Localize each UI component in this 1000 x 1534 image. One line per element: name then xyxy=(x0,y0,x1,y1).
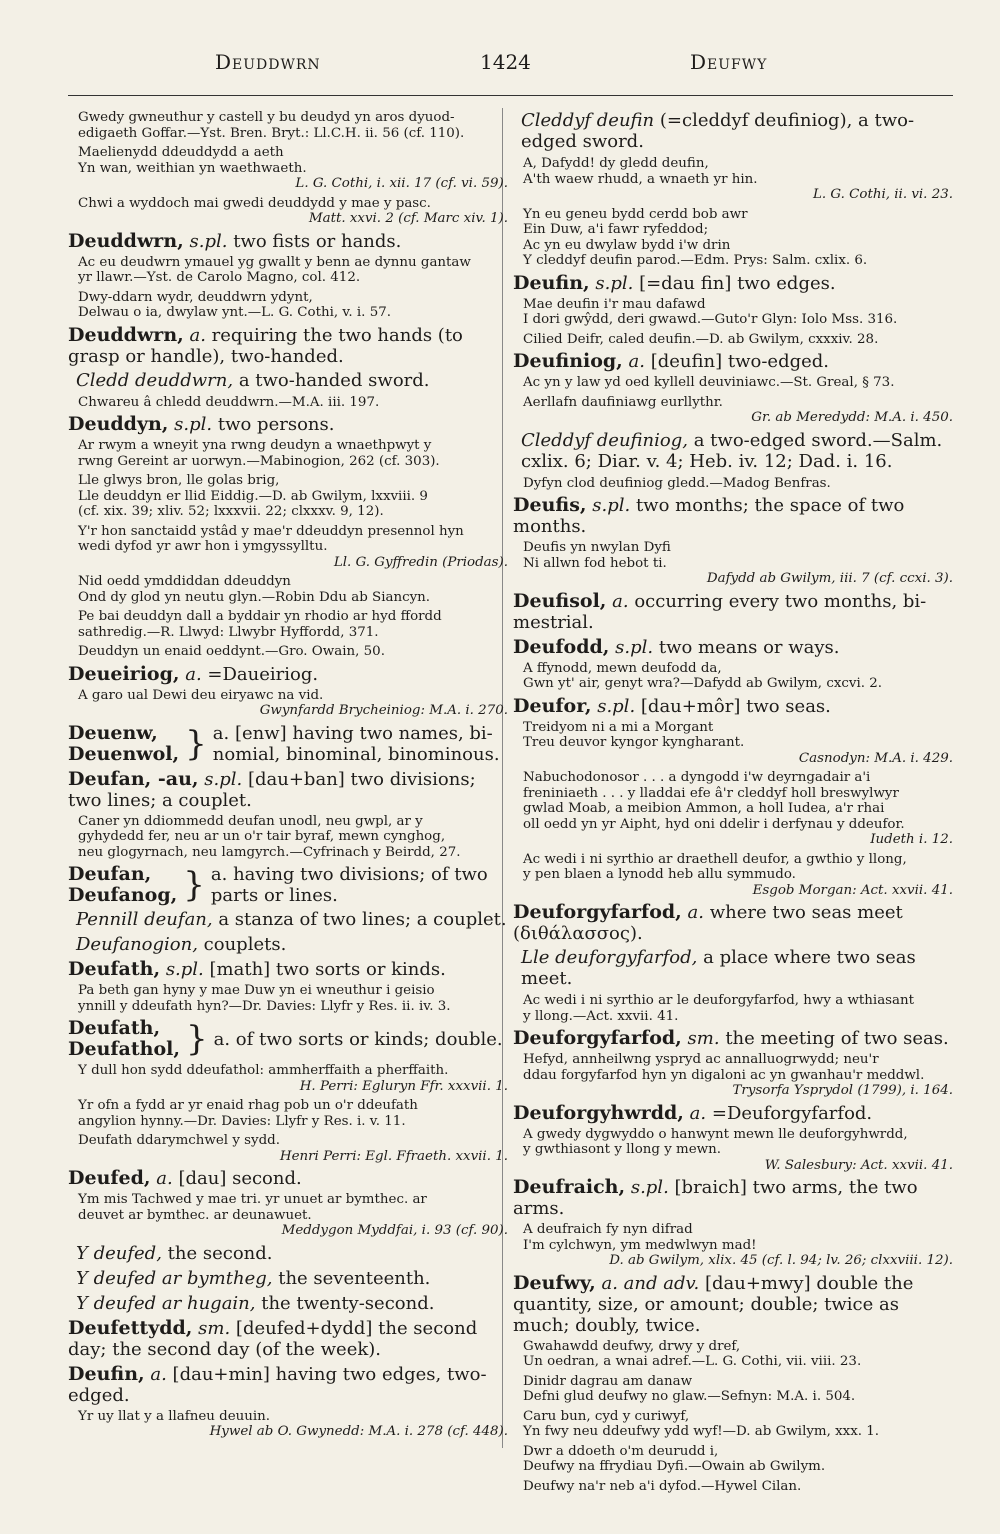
quote-line: Defni glud deufwy no glaw.—Sefnyn: M.A. i. 504. xyxy=(523,1389,856,1404)
quote-line: Ein Duw, a'i fawr ryfeddod; xyxy=(523,222,709,237)
sub-entry-phrase: Y deufed ar bymtheg, xyxy=(76,1267,273,1289)
quote-line: oll oedd yn yr Aipht, hyd oni ddelir i derfynau y ddeufor. xyxy=(523,816,905,832)
dictionary-entry xyxy=(513,591,953,633)
part-of-speech: s.pl. xyxy=(595,272,634,294)
dictionary-entry xyxy=(513,273,953,294)
sub-entry xyxy=(68,909,508,930)
quote-line: edigaeth Goffar.—Yst. Bren. Bryt.: Ll.C.H. ii. 56 (cf. 110). xyxy=(78,125,465,141)
citation-source: Henri Perri: Egl. Ffraeth. xxvii. 1. xyxy=(279,1148,508,1164)
quote-line: Yr uy llat y a llafneu deuuin. xyxy=(78,1408,271,1424)
headword: Deufis, xyxy=(513,494,587,516)
quote-line: Mae deufin i'r mau dafawd xyxy=(523,296,706,312)
definition: two months; the space of two months. xyxy=(513,495,905,537)
quote-line: Caru bun, cyd y curiwyf, xyxy=(523,1408,690,1424)
header-right-word: Deufwy xyxy=(690,50,768,74)
dictionary-entry xyxy=(513,351,953,372)
quote-line: Ond dy glod yn neutu glyn.—Robin Ddu ab Siancyn. xyxy=(78,589,431,605)
quote-line: A, Dafydd! dy gledd deufin, xyxy=(523,156,709,171)
brace-glyph: } xyxy=(185,1019,208,1059)
quote-line: Nid oedd ymddiddan ddeuddyn xyxy=(78,574,291,589)
citation-quote xyxy=(513,1409,953,1440)
quote-line: Deuddyn un enaid oeddynt.—Gro. Owain, 50. xyxy=(78,644,385,659)
sub-entry-phrase: Deufanogion, xyxy=(76,934,198,955)
definition: [math] two sorts or kinds. xyxy=(209,959,446,980)
headword: Deufwy, xyxy=(513,1271,596,1294)
definition: [deufin] two-edged. xyxy=(650,351,830,372)
citation-quote xyxy=(513,770,953,848)
headword: Deufath, xyxy=(68,958,161,980)
quote-line: Un oedran, a wnai adref.—L. G. Cothi, vii. viii. 23. xyxy=(523,1354,862,1369)
quote-line: Deufwy na ffrydiau Dyfi.—Owain ab Gwilym. xyxy=(523,1459,826,1474)
dictionary-entry xyxy=(68,959,508,980)
definition: =Deuforgyfarfod. xyxy=(711,1102,873,1124)
sub-entry xyxy=(513,430,953,472)
dictionary-entry xyxy=(68,664,508,685)
headword-group xyxy=(68,723,179,765)
sub-entry xyxy=(513,947,953,989)
part-of-speech: a. xyxy=(156,1168,173,1189)
citation-source: Gwynfardd Brycheiniog: M.A. i. 270. xyxy=(259,703,508,718)
sub-entry xyxy=(68,1293,508,1314)
sub-entry-gloss: the twenty-second. xyxy=(261,1292,435,1314)
sub-entry-phrase: Pennill deufan, xyxy=(76,909,213,930)
sub-entry-phrase: Cleddyf deufiniog, xyxy=(521,429,688,451)
citation-quote xyxy=(513,1444,953,1475)
part-of-speech: s.pl. xyxy=(615,636,654,658)
part-of-speech: s.pl. xyxy=(174,414,213,435)
citation-source: Dafydd ab Gwilym, iii. 7 (cf. ccxi. 3). xyxy=(706,571,953,586)
brace-glyph: } xyxy=(183,865,205,905)
quote-line: Dinidr dagrau am danaw xyxy=(523,1373,693,1389)
sub-entry xyxy=(513,110,953,152)
quote-line: Ac yn y law yd oed kyllell deuviniawc.—St. Greal, § 73. xyxy=(523,375,895,390)
citation-quote xyxy=(68,110,508,141)
citation-source: Meddygon Myddfai, i. 93 (cf. 90). xyxy=(281,1223,508,1238)
dictionary-entry xyxy=(513,495,953,537)
quote-line: Ni allwn fod hebot ti. xyxy=(523,555,667,571)
citation-quote xyxy=(513,1222,953,1269)
definition: occurring every two months, bi-mestrial. xyxy=(513,590,927,633)
sub-entry xyxy=(68,934,508,955)
page-number: 1424 xyxy=(480,50,531,74)
quote-line: y llong.—Act. xxvii. 41. xyxy=(523,1008,679,1024)
quote-line: Deufis yn nwylan Dyfi xyxy=(523,540,671,555)
headword: Deufan, -au, xyxy=(68,767,199,790)
running-header xyxy=(60,50,960,80)
citation-quote xyxy=(513,332,953,348)
quote-line: Yn wan, weithian yn waethwaeth. xyxy=(78,160,307,176)
dictionary-entry xyxy=(513,1177,953,1219)
headword: Deuenw, xyxy=(68,721,158,744)
quote-line: Chwi a wyddoch mai gwedi deuddydd y mae y pasc. xyxy=(78,195,431,211)
citation-quote xyxy=(68,145,508,192)
part-of-speech: a. and adv. xyxy=(601,1272,700,1294)
quote-line: neu glogyrnach, neu lamgyrch.—Cyfrinach y Beirdd, 27. xyxy=(78,844,461,860)
quote-line: Treu deuvor kyngor kyngharant. xyxy=(523,735,745,750)
left-column xyxy=(68,108,508,1444)
headword: Deufettydd, xyxy=(68,1316,193,1339)
citation-quote xyxy=(68,1133,508,1164)
definition: [deufed+dydd] the second day; the second day (of the week). xyxy=(68,1317,478,1360)
citation-source: L. G. Cothi, ii. vi. 23. xyxy=(813,187,953,202)
quote-line: deuvet ar bymthec. ar deunawuet. xyxy=(78,1207,312,1223)
quote-line: Deufath ddarymchwel y sydd. xyxy=(78,1133,280,1148)
sub-entry xyxy=(68,370,508,391)
citation-quote xyxy=(68,644,508,660)
quote-line: Maelienydd ddeuddydd a aeth xyxy=(78,145,284,160)
citation-source: Ll. G. Gyffredin (Priodas). xyxy=(333,554,508,570)
headword: Deufodd, xyxy=(513,635,610,658)
brace-entry xyxy=(68,864,508,906)
citation-source: Gr. ab Meredydd: M.A. i. 450. xyxy=(751,410,953,425)
citation-source: H. Perri: Egluryn Ffr. xxxvii. 1. xyxy=(299,1078,508,1094)
quote-line: Deufwy na'r neb a'i dyfod.—Hywel Cilan. xyxy=(523,1478,802,1494)
quote-line: A ffynodd, mewn deufodd da, xyxy=(523,660,722,676)
quote-line: Y cleddyf deufin parod.—Edm. Prys: Salm. cxlix. 6. xyxy=(523,253,868,268)
sub-entry-phrase: Y deufed ar hugain, xyxy=(76,1292,256,1314)
definition: requiring the two hands (to grasp or handle), two-handed. xyxy=(68,324,463,367)
quote-line: freniniaeth . . . y lladdai efe â'r cleddyf holl breswylwyr xyxy=(523,785,899,801)
sub-entry-gloss: (=cleddyf deufiniog), a two-edged sword. xyxy=(521,110,915,152)
headword: Deufathol, xyxy=(68,1038,180,1060)
sub-entry-gloss: the second. xyxy=(167,1242,273,1264)
quote-line: angylion hynny.—Dr. Davies: Llyfr y Res. i. v. 11. xyxy=(78,1113,406,1129)
quote-line: Yr ofn a fydd ar yr enaid rhag pob un o'r ddeufath xyxy=(78,1098,418,1113)
sub-entry xyxy=(68,1268,508,1289)
citation-source: Iudeth i. 12. xyxy=(870,832,953,847)
header-rule xyxy=(68,95,953,96)
quote-line: Yn fwy neu ddeufwy ydd wyf!—D. ab Gwilym, xxx. 1. xyxy=(523,1424,880,1439)
sub-entry-phrase: Lle deuforgyfarfod, xyxy=(521,947,698,968)
quote-line: A deufraich fy nyn difrad xyxy=(523,1222,693,1237)
headword: Deuenwol, xyxy=(68,742,180,765)
headword: Deuddwrn, xyxy=(68,323,184,346)
citation-quote xyxy=(513,476,953,492)
dictionary-entry xyxy=(68,1318,508,1360)
definition: two fists or hands. xyxy=(233,230,402,252)
citation-quote xyxy=(68,196,508,227)
citation-source: W. Salesbury: Act. xxvii. 41. xyxy=(764,1157,953,1173)
citation-quote xyxy=(513,1127,953,1174)
quote-line: gwlad Moab, a meibion Ammon, a holl Iudea, a'r rhai xyxy=(523,801,885,816)
quote-line: Y'r hon sanctaidd ystâd y mae'r ddeuddyn presennol hyn xyxy=(78,523,464,539)
citation-quote xyxy=(68,609,508,640)
quote-line: Ac wedi i ni syrthio ar draethell deufor, a gwthio y llong, xyxy=(523,851,907,867)
citation-quote xyxy=(513,661,953,692)
quote-line: Aerllafn daufiniawg eurllythr. xyxy=(523,394,723,410)
sub-entry-gloss: a place where two seas meet. xyxy=(521,947,916,989)
definition: =Daueiriog. xyxy=(207,663,319,685)
citation-quote xyxy=(513,852,953,899)
headword-group xyxy=(68,864,177,906)
quote-line: Dyfyn clod deufiniog gledd.—Madog Benfras. xyxy=(523,475,831,491)
headword: Deuforgyfarfod, xyxy=(513,901,682,923)
headword: Deufiniog, xyxy=(513,350,623,372)
headword: Deuforgyhwrdd, xyxy=(513,1101,684,1124)
citation-quote xyxy=(68,574,508,605)
citation-quote xyxy=(68,473,508,520)
part-of-speech: s.pl. xyxy=(165,959,204,980)
citation-quote xyxy=(68,1098,508,1129)
quote-line: y gwthiasont y llong y mewn. xyxy=(523,1142,722,1157)
headword: Deuddyn, xyxy=(68,413,169,435)
quote-line: A garo ual Dewi deu eiryawc na vid. xyxy=(78,687,324,703)
dictionary-entry xyxy=(513,637,953,658)
quote-line: sathredig.—R. Llwyd: Llwybr Hyffordd, 371. xyxy=(78,624,379,640)
definition: a. [enw] having two names, bi-nomial, binominal, binominous. xyxy=(212,722,500,765)
citation-quote xyxy=(513,1339,953,1370)
definition: [=dau fin] two edges. xyxy=(639,272,836,294)
headword: Deufath, xyxy=(68,1017,161,1039)
definition: [dau+mwy] double the quantity, size, or amount; double; twice as much; doubly, twice. xyxy=(513,1272,914,1336)
dictionary-entry xyxy=(68,1168,508,1189)
citation-quote xyxy=(513,540,953,587)
citation-quote xyxy=(68,290,508,321)
definition: the meeting of two seas. xyxy=(725,1028,949,1049)
citation-source: Hywel ab O. Gwynedd: M.A. i. 278 (cf. 448). xyxy=(209,1424,508,1439)
citation-source: Esgob Morgan: Act. xxvii. 41. xyxy=(752,882,953,898)
citation-quote xyxy=(513,297,953,328)
headword: Deufisol, xyxy=(513,589,607,612)
dictionary-entry xyxy=(513,1103,953,1124)
citation-quote xyxy=(513,1052,953,1099)
part-of-speech: s.pl. xyxy=(189,230,228,252)
citation-source: Casnodyn: M.A. i. 429. xyxy=(798,750,953,766)
citation-quote xyxy=(68,1409,508,1440)
definition: two persons. xyxy=(217,414,335,435)
sub-entry-gloss: a two-edged sword.—Salm. cxlix. 6; Diar. v. 4; Heb. iv. 12; Dad. i. 16. xyxy=(521,429,943,472)
definition: a. having two divisions; of two parts or lines. xyxy=(210,864,488,906)
brace-entry xyxy=(68,1018,508,1060)
dictionary-entry xyxy=(513,696,953,717)
sub-entry-gloss: a stanza of two lines; a couplet. xyxy=(218,909,507,930)
citation-source: Trysorfa Ysprydol (1799), i. 164. xyxy=(732,1083,953,1098)
sub-entry-phrase: Y deufed, xyxy=(76,1242,162,1264)
quote-line: Dwy-ddarn wydr, deuddwrn ydynt, xyxy=(78,289,313,305)
citation-quote xyxy=(68,524,508,571)
dictionary-entry xyxy=(513,902,953,944)
headword: Deuforgyfarfod, xyxy=(513,1027,682,1049)
quote-line: Gwahawdd deufwy, drwy y dref, xyxy=(523,1338,741,1354)
brace-entry xyxy=(68,723,508,765)
quote-line: Gwedy gwneuthur y castell y bu deudyd yn aros dyuod- xyxy=(78,110,455,125)
citation-source: L. G. Cothi, i. xii. 17 (cf. vi. 59). xyxy=(295,176,508,191)
headword: Deufan, xyxy=(68,863,152,885)
quote-line: gyhydedd fer, neu ar un o'r tair byraf, mewn cynghog, xyxy=(78,829,446,844)
citation-quote xyxy=(68,983,508,1014)
quote-line: y pen blaen a lynodd heb allu symmudo. xyxy=(523,867,796,882)
quote-line: Delwau o ia, dwylaw ynt.—L. G. Cothi, v. i. 57. xyxy=(78,305,391,320)
headword: Deuddwrn, xyxy=(68,229,184,252)
quote-line: Treidyom ni a mi a Morgant xyxy=(523,719,714,735)
part-of-speech: a. xyxy=(689,1102,707,1124)
quote-line: I dori gwŷdd, deri gwawd.—Guto'r Glyn: Iolo Mss. 316. xyxy=(523,312,898,327)
sub-entry-gloss: couplets. xyxy=(203,934,287,955)
quote-line: (cf. xix. 39; xliv. 52; lxxxvii. 22; clxxxv. 9, 12). xyxy=(78,504,384,519)
part-of-speech: a. xyxy=(150,1363,167,1385)
part-of-speech: sm. xyxy=(687,1028,720,1049)
part-of-speech: a. xyxy=(612,590,629,612)
definition: two means or ways. xyxy=(658,636,840,658)
citation-quote xyxy=(68,1063,508,1094)
quote-line: Pe bai deuddyn dall a byddair yn rhodio ar hyd ffordd xyxy=(78,609,442,624)
sub-entry-phrase: Cleddyf deufin xyxy=(521,110,655,131)
part-of-speech: a. xyxy=(687,902,704,923)
headword: Deueiriog, xyxy=(68,662,180,685)
quote-line: Yn eu geneu bydd cerdd bob awr xyxy=(523,206,748,222)
sub-entry-phrase: Cledd deuddwrn, xyxy=(76,369,234,391)
definition: [braich] two arms, the two arms. xyxy=(513,1177,918,1219)
dictionary-entry xyxy=(68,414,508,435)
part-of-speech: a. xyxy=(189,324,206,346)
headword: Deufanog, xyxy=(68,884,178,906)
citation-source: D. ab Gwilym, xlix. 45 (cf. l. 94; lv. 26; clxxviii. 12). xyxy=(609,1253,953,1268)
quote-line: A'th waew rhudd, a wnaeth yr hin. xyxy=(523,171,758,187)
sub-entry xyxy=(68,1243,508,1264)
quote-line: Chwareu â chledd deuddwrn.—M.A. iii. 197. xyxy=(78,394,380,410)
citation-quote xyxy=(513,1374,953,1405)
quote-line: Y dull hon sydd ddeufathol: ammherffaith a pherffaith. xyxy=(78,1063,449,1078)
headword-group xyxy=(68,1018,180,1060)
part-of-speech: s.pl. xyxy=(204,768,243,790)
definition: [dau] second. xyxy=(178,1168,302,1189)
sub-entry-gloss: the seventeenth. xyxy=(278,1267,431,1289)
headword: Deufin, xyxy=(513,271,590,294)
quote-line: Dwr a ddoeth o'm deurudd i, xyxy=(523,1443,719,1459)
part-of-speech: sm. xyxy=(198,1317,231,1339)
dictionary-entry xyxy=(68,769,508,811)
dictionary-entry xyxy=(513,1273,953,1336)
quote-line: rwng Gereint ar uorwyn.—Mabinogion, 262 (cf. 303). xyxy=(78,453,440,469)
quote-line: Ar rwym a wneyit yna rwng deudyn a wnaethpwyt y xyxy=(78,438,432,453)
definition: a. of two sorts or kinds; double. xyxy=(213,1028,503,1050)
quote-line: Ac wedi i ni syrthio ar le deuforgyfarfod, hwy a wthiasant xyxy=(523,993,915,1008)
quote-line: Gwn yt' air, genyt wra?—Dafydd ab Gwilym, cxcvi. 2. xyxy=(523,676,883,691)
part-of-speech: s.pl. xyxy=(597,695,636,717)
citation-quote xyxy=(513,720,953,767)
quote-line: Ac yn eu dwylaw bydd i'w drin xyxy=(523,237,731,253)
headword: Deufraich, xyxy=(513,1176,626,1198)
citation-quote xyxy=(513,1479,953,1495)
quote-line: yr llawr.—Yst. de Carolo Magno, col. 412. xyxy=(78,270,361,285)
citation-quote xyxy=(68,688,508,719)
quote-line: Ym mis Tachwed y mae tri. yr unuet ar bymthec. ar xyxy=(78,1192,427,1207)
dictionary-entry xyxy=(68,1364,508,1406)
quote-line: ddau forgyfarfod hyn yn digaloni ac yn gwanhau'r meddwl. xyxy=(523,1067,925,1083)
quote-line: Hefyd, annheilwng yspryd ac annalluogrwydd; neu'r xyxy=(523,1052,879,1067)
quote-line: Caner yn ddiommedd deufan unodl, neu gwpl, ar y xyxy=(78,813,423,829)
quote-line: Nabuchodonosor . . . a dyngodd i'w deyrngadair a'i xyxy=(523,770,871,785)
definition: [dau+môr] two seas. xyxy=(640,695,831,717)
citation-quote xyxy=(513,375,953,391)
definition: where two seas meet (διθάλασσος). xyxy=(513,902,903,944)
quote-line: ynnill y ddeufath hyn?—Dr. Davies: Llyfr y Res. ii. iv. 3. xyxy=(78,998,451,1014)
quote-line: A gwedy dygwyddo o hanwynt mewn lle deuforgyhwrdd, xyxy=(523,1126,908,1142)
definition: [dau+min] having two edges, two-edged. xyxy=(68,1363,487,1406)
citation-quote xyxy=(513,207,953,269)
citation-quote xyxy=(513,395,953,426)
headword: Deufor, xyxy=(513,694,592,717)
part-of-speech: s.pl. xyxy=(630,1177,669,1198)
dictionary-entry xyxy=(68,325,508,367)
part-of-speech: a. xyxy=(185,663,202,685)
quote-line: Pa beth gan hyny y mae Duw yn ei wneuthur i geisio xyxy=(78,983,435,998)
quote-line: Lle glwys bron, lle golas brig, xyxy=(78,473,280,488)
part-of-speech: s.pl. xyxy=(592,495,631,516)
quote-line: Ac eu deudwrn ymauel yg gwallt y benn ae dynnu gantaw xyxy=(78,254,471,270)
citation-quote xyxy=(68,814,508,861)
sub-entry-gloss: a two-handed sword. xyxy=(238,369,430,391)
right-column xyxy=(513,108,953,1498)
quote-line: I'm cylchwyn, ym medwlwyn mad! xyxy=(523,1237,757,1253)
brace-glyph: } xyxy=(185,723,207,764)
citation-quote xyxy=(68,255,508,286)
part-of-speech: a. xyxy=(628,351,645,372)
citation-quote xyxy=(68,395,508,411)
headword: Deufed, xyxy=(68,1167,151,1189)
dictionary-entry xyxy=(513,1028,953,1049)
citation-quote xyxy=(68,1192,508,1239)
citation-source: Matt. xxvi. 2 (cf. Marc xiv. 1). xyxy=(308,211,508,226)
quote-line: Lle deuddyn er llid Eiddig.—D. ab Gwilym, lxxviii. 9 xyxy=(78,488,428,504)
header-left-word: Deuddwrn xyxy=(215,50,321,74)
quote-line: wedi dyfod yr awr hon i ymgyssylltu. xyxy=(78,539,328,554)
definition: [dau+ban] two divisions; two lines; a couplet. xyxy=(68,768,476,811)
citation-quote xyxy=(513,156,953,203)
dictionary-entry xyxy=(68,231,508,252)
citation-quote xyxy=(68,438,508,469)
citation-quote xyxy=(513,993,953,1024)
quote-line: Cilied Deifr, caled deufin.—D. ab Gwilym, cxxxiv. 28. xyxy=(523,331,879,347)
headword: Deufin, xyxy=(68,1362,145,1385)
